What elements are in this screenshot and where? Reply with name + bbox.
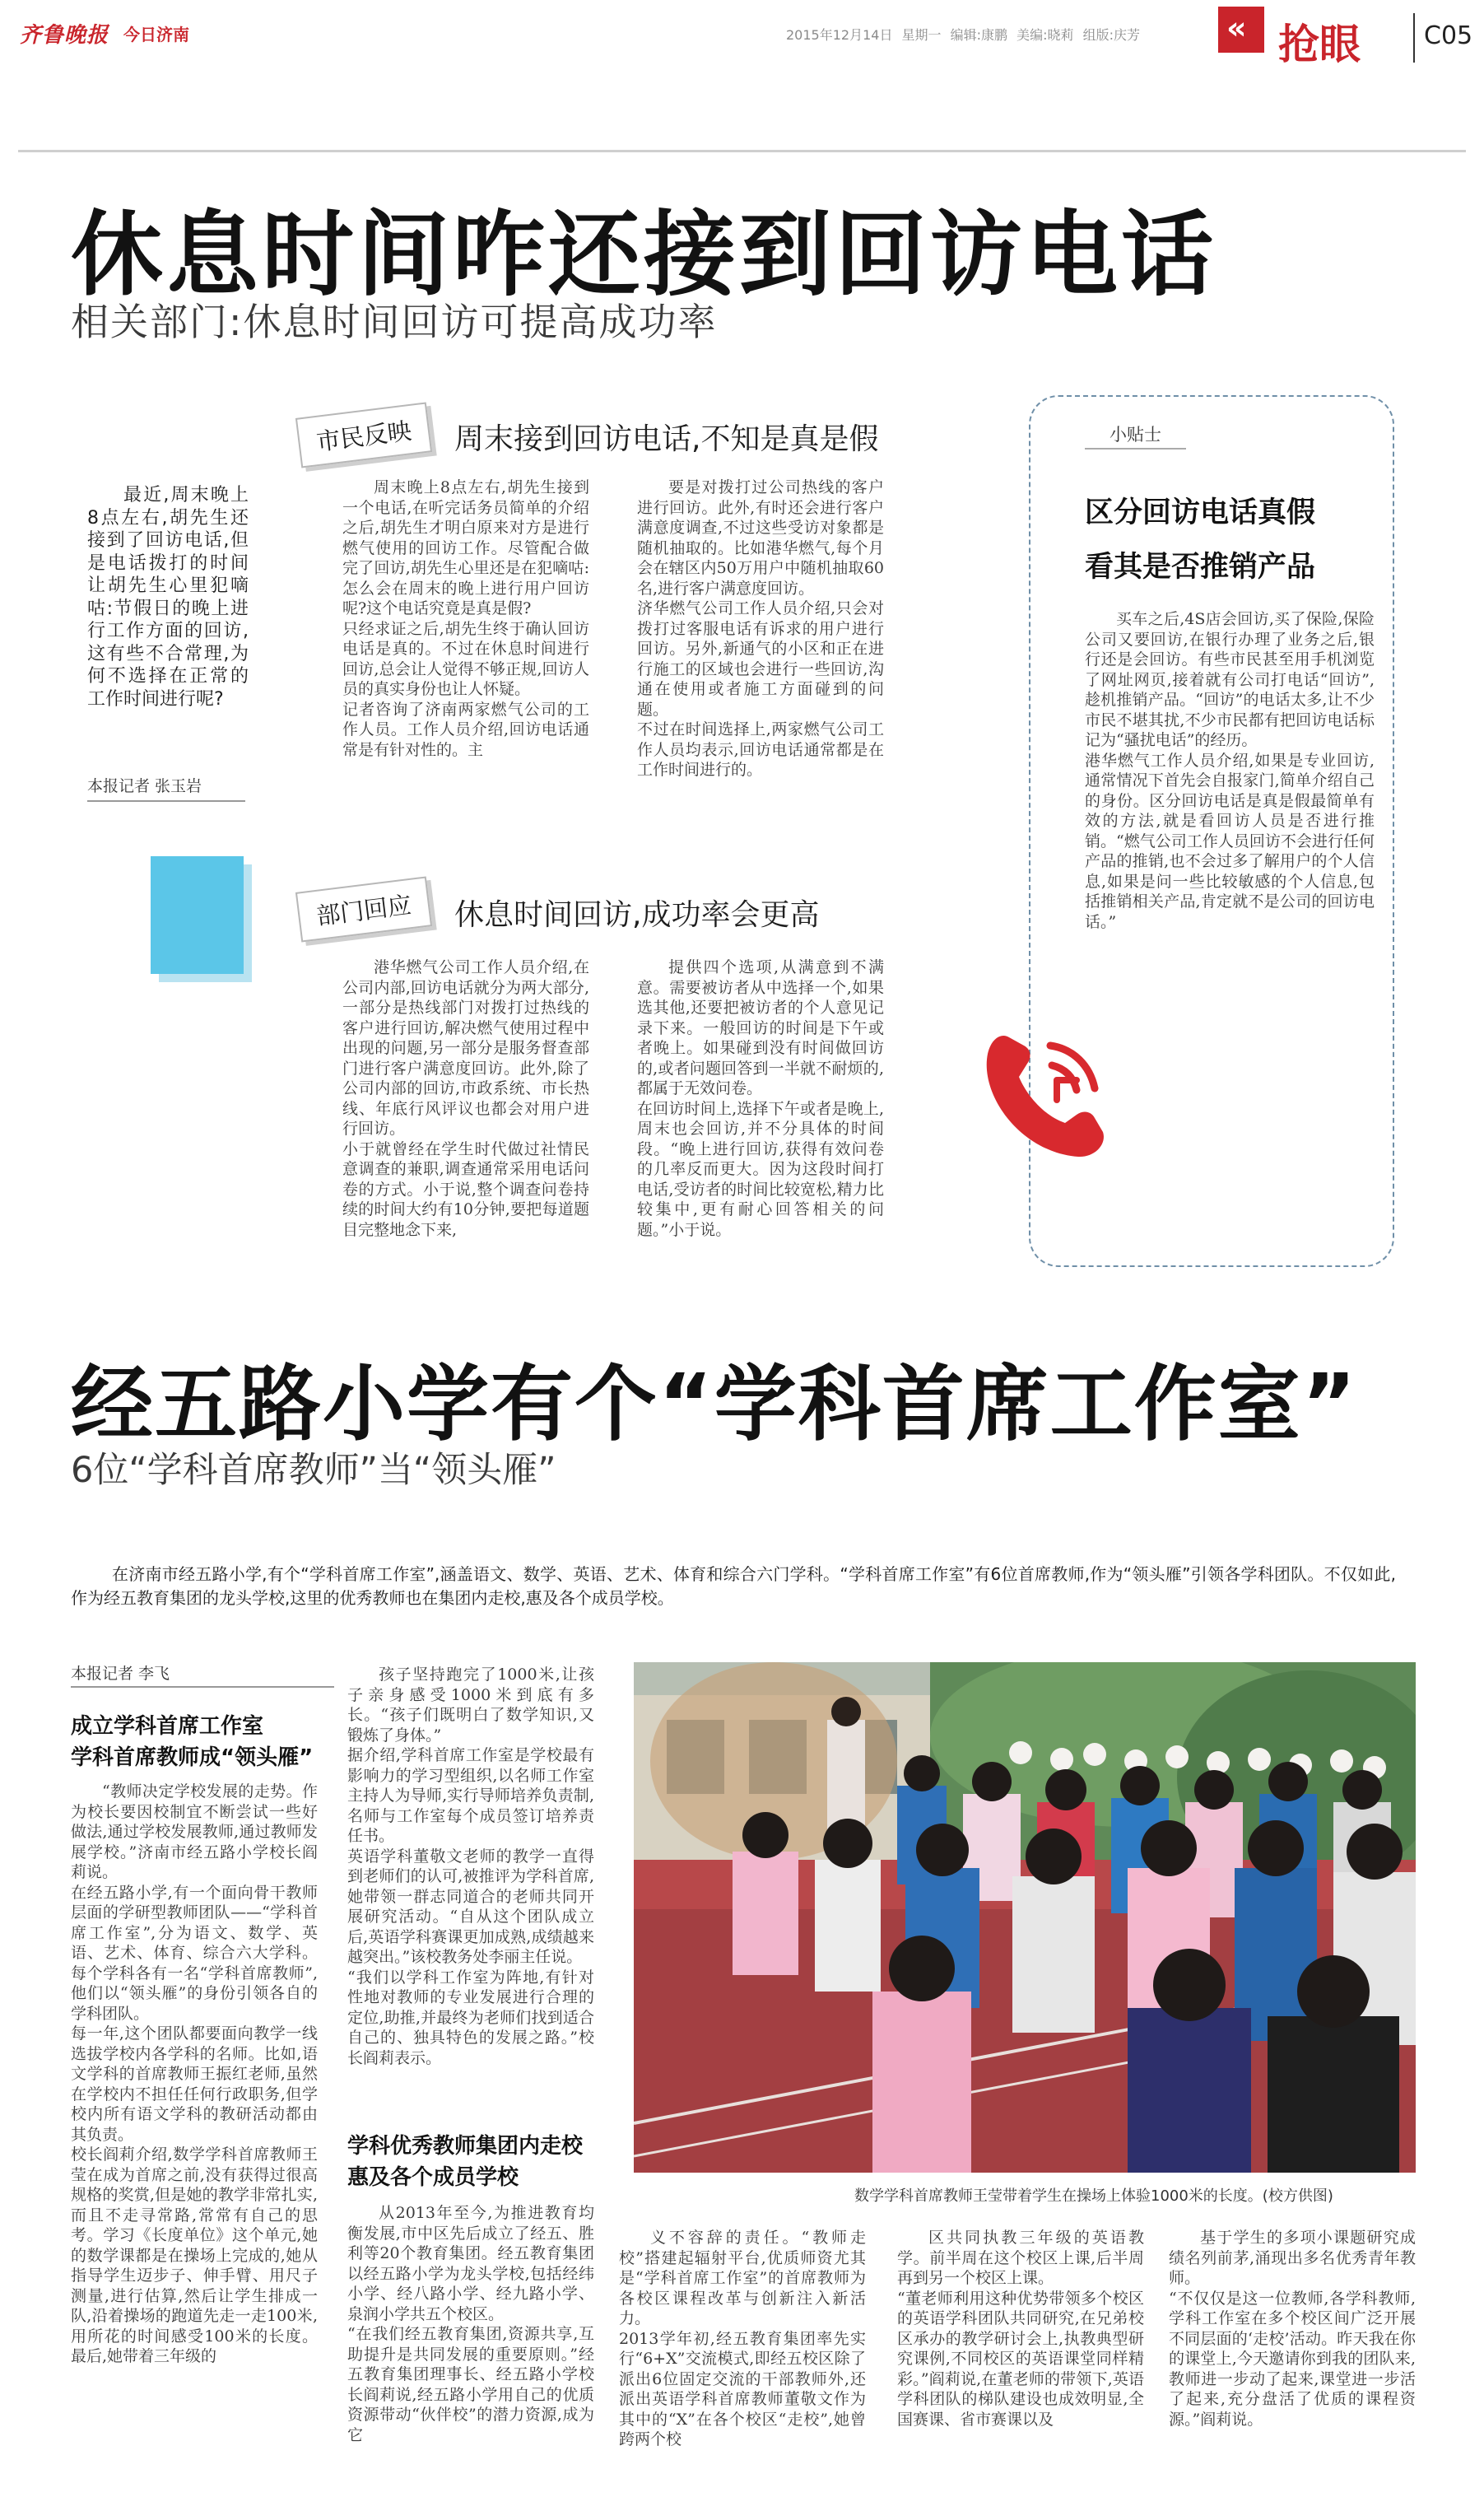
newspaper-brand: 齐鲁晚报 bbox=[20, 23, 109, 48]
story2-column-4: 区共同执教三年级的英语教学。前半周在这个校区上课,后半周再到另一个校区上课。 “董老师利用这种优势带领多个校区的英语学科团队共同研究,在兄弟校区承办的教学研讨会上,执教典型研究课例,不同校区的英语课堂同样精彩。”阎莉说,在董老师的带领下,英语学科团队的梯队建设也成效明显,全国赛课、省市赛课以及 bbox=[897, 2229, 1144, 2429]
section2-column-2: 提供四个选项,从满意到不满意。需要被访者从中选择一个,如果选其他,还要把被访者的个人意见记录下来。一般回访的时间是下午或者晚上。如果碰到没有时间做回访的,或者问题回答到一半就不耐烦的,都属于无效问卷。 在回访时间上,选择下午或者是晚上,周末也会回访,并不分具体的时间段。“晚上进行回访,获得有效问卷的几率反而更大。因为这段时间打电话,受访者的时间比较宽松,精力比较集中,更有耐心回答相关的问题。”小于说。 bbox=[637, 958, 884, 1239]
byline-rule bbox=[87, 800, 245, 802]
section2-heading: 休息时间回访,成功率会更高 bbox=[454, 898, 820, 932]
story1-lead: 最近,周末晚上8点左右,胡先生还接到了回访电话,但是电话拨打的时间让胡先生心里犯嘀咕:节假日的晚上进行工作方面的回访,这有些不合常理,为何不选择在正常的工作时间进行呢? bbox=[87, 485, 249, 710]
chevron-left-icon: « bbox=[1226, 10, 1247, 46]
phone-icon bbox=[971, 1021, 1119, 1165]
story2-column-1: “教师决定学校发展的走势。作为校长要因校制宜不断尝试一些好做法,通过学校发展教师,通过教师发展学校。”济南市经五路小学校长阎莉说。 在经五路小学,有一个面向骨干教师层面的学研型教师团队——“学科首席工作室”,分为语文、数学、英语、艺术、体育、综合六大学科。每个学科各有一名“学科首席教师”,他们以“领头雁”的身份引领各自的学科团队。 每一年,这个团队都要面向教学一线选拔学校内各学科的名师。比如,语文学科的首席教师王振红老师,虽然在学校内不担任任何行政职务,但学校内所有语文学科的教研活动都由其负责。 校长阎莉介绍,数学学科首席教师王莹在成为首席之前,没有获得过很高规格的奖赏,但是她的教学非常扎实,而且不走寻常路,常常有自己的思考。学习《长度单位》这个单元,她的数学课都是在操场上完成的,她从指导学生迈步子、伸手臂、用尺子测量,进行估算,然后让学生排成一队,沿着操场的跑道先走一走100米,用所花的时间感受100米的长度。最后,她带着三年级的 bbox=[71, 1782, 318, 2365]
column-tag: 抢眼 bbox=[1278, 21, 1361, 68]
section2-column-1: 港华燃气公司工作人员介绍,在公司内部,回访电话就分为两大部分,一部分是热线部门对拨打过热线的客户进行回访,解决燃气使用过程中出现的问题,另一部分是服务督查部门进行客户满意度回访。此外,除了公司内部的回访,市政系统、市长热线、年底行风评议也都会对用户进行回访。 小于就曾经在学生时代做过社情民意调查的兼职,调查通常采用电话问卷的方式。小于说,整个调查问卷持续的时间大约有10分钟,要把每道题目完整地念下来, bbox=[342, 958, 589, 1239]
page-number: C05 bbox=[1424, 21, 1473, 50]
tips-label: 小贴士 bbox=[1085, 420, 1186, 450]
story2-subhead-b: 学科优秀教师集团内走校 惠及各个成员学校 bbox=[347, 2134, 584, 2190]
section-name: 今日济南 bbox=[123, 25, 189, 44]
story2-lead: 在济南市经五路小学,有个“学科首席工作室”,涵盖语文、数学、英语、艺术、体育和综合六门学科。“学科首席工作室”有6位首席教师,作为“领头雁”引领各学科团队。不仅如此,作为经五教育集团的龙头学校,这里的优秀教师也在集团内走校,惠及各个成员学校。 bbox=[71, 1564, 1396, 1608]
section1-column-2: 要是对拨打过公司热线的客户进行回访。此外,有时还会进行客户满意度调查,不过这些受访对象都是随机抽取的。比如港华燃气,每个月会在辖区内50万用户中随机抽取60名,进行客户满意度回访。 济华燃气公司工作人员介绍,只会对拨打过客服电话有诉求的用户进行回访。另外,新通气的小区和正在进行施工的区域也会进行一些回访,沟通在使用或者施工方面碰到的问题。 不过在时间选择上,两家燃气公司工作人员均表示,回访电话通常都是在工作时间进行的。 bbox=[637, 478, 884, 779]
top-rule bbox=[18, 150, 1466, 152]
story2-byline: 本报记者 李飞 bbox=[71, 1665, 170, 1683]
kicker-residents: 市民反映 bbox=[295, 402, 432, 468]
subheadline-1: 相关部门:休息时间回访可提高成功率 bbox=[71, 300, 718, 344]
story2-column-2b: 从2013年至今,为推进教育均衡发展,市中区先后成立了经五、胜利等20个教育集团。经五教育集团以经五路小学为龙头学校,包括经纬小学、经八路小学、经九路小学、泉润小学共五个校区。 “在我们经五教育集团,资源共享,互助提升是共同发展的重要原则。”经五教育集团理事长、经五路小学校长阎莉说,经五路小学用自己的优质资源带动“伙伴校”的潜力资源,成为它 bbox=[347, 2204, 594, 2444]
story2-column-2a: 孩子坚持跑完了1000米,让孩子亲身感受1000米到底有多长。“孩子们既明白了数学知识,又锻炼了身体。” 据介绍,学科首席工作室是学校最有影响力的学习型组织,以名师工作室主持人为导师,实行导师培养负责制,名师与工作室每个成员签订培养责任书。 英语学科董敬文老师的教学一直得到老师们的认可,被推评为学科首席,她带领一群志同道合的老师共同开展研究活动。“自从这个团队成立后,英语学科赛课更加成熟,成绩越来越突出。”该校教务处李丽主任说。 “我们以学科工作室为阵地,有针对性地对教师的专业发展进行合理的定位,助推,并最终为老师们找到适合自己的、独具特色的发展之路。”校长阎莉表示。 bbox=[347, 1665, 594, 2067]
photo-caption: 数学学科首席教师王莹带着学生在操场上体验1000米的长度。(校方供图) bbox=[854, 2187, 1333, 2205]
masthead-divider bbox=[1413, 13, 1415, 63]
story2-column-5: 基于学生的多项小课题研究成绩名列前茅,涌现出多名优秀青年教师。 “不仅仅是这一位教师,各学科教师,学科工作室在多个校区间广泛开展不同层面的‘走校’活动。昨天我在你的课堂上,今天邀请你到我的团队来,教师进一步动了起来,课堂进一步活了起来,充分盘活了优质的课程资源。”阎莉说。 bbox=[1169, 2229, 1416, 2429]
tips-body: 买车之后,4S店会回访,买了保险,保险公司又要回访,在银行办理了业务之后,银行还是会回访。有些市民甚至用手机浏览了网址网页,接着就有公司打电话“回访”,趁机推销产品。“回访”的电话太多,让不少市民不堪其扰,不少市民都有把回访电话标记为“骚扰电话”的经历。 港华燃气工作人员介绍,如果是专业回访,通常情况下首先会自报家门,简单介绍自己的身份。区分回访电话是真是假最简单有效的方法,就是看回访人员是否进行推销。“燃气公司工作人员回访不会进行任何产品的推销,也不会过多了解用户的个人信息,如果是问一些比较敏感的个人信息,包括推销相关产品,肯定就不是公司的回访电话。” bbox=[1085, 610, 1375, 931]
headline-2: 经五路小学有个“学科首席工作室” bbox=[71, 1356, 1358, 1452]
story2-subhead-a: 成立学科首席工作室 学科首席教师成“领头雁” bbox=[71, 1714, 314, 1770]
schoolyard-photo bbox=[634, 1662, 1416, 2173]
byline-rule bbox=[71, 1686, 334, 1688]
story1-byline: 本报记者 张玉岩 bbox=[87, 777, 202, 795]
subheadline-2: 6位“学科首席教师”当“领头雁” bbox=[71, 1450, 556, 1491]
headline-1: 休息时间咋还接到回访电话 bbox=[71, 202, 1217, 309]
tips-title: 区分回访电话真假 看其是否推销产品 bbox=[1085, 496, 1316, 584]
decorative-speech-block bbox=[151, 856, 244, 974]
kicker-department: 部门回应 bbox=[295, 876, 432, 942]
section1-heading: 周末接到回访电话,不知是真是假 bbox=[454, 422, 879, 456]
section1-column-1: 周末晚上8点左右,胡先生接到一个电话,在听完话务员简单的介绍之后,胡先生才明白原来对方是进行燃气使用的回访工作。尽管配合做完了回访,胡先生心里还是在犯嘀咕:怎么会在周末的晚上进行用户回访呢?这个电话究竟是真是假? 只经求证之后,胡先生终于确认回访电话是真的。不过在休息时间进行回访,总会让人觉得不够正规,回访人员的真实身份也让人怀疑。 记者咨询了济南两家燃气公司的工作人员。工作人员介绍,回访电话通常是有针对性的。主 bbox=[342, 478, 589, 759]
dateline: 2015年12月14日 星期一 编辑:康鹏 美编:晓莉 组版:庆芳 bbox=[786, 27, 1140, 43]
story2-column-3: 义不容辞的责任。“教师走校”搭建起辐射平台,优质师资尤其是“学科首席工作室”的首席教师为各校区课程改革与创新注入新活力。 2013学年初,经五教育集团率先实行“6+X”交流模式,即经五校区除了派出6位固定交流的干部教师外,还派出英语学科首席教师董敬文作为其中的“X”在各个校区“走校”,她曾跨两个校 bbox=[619, 2229, 866, 2448]
